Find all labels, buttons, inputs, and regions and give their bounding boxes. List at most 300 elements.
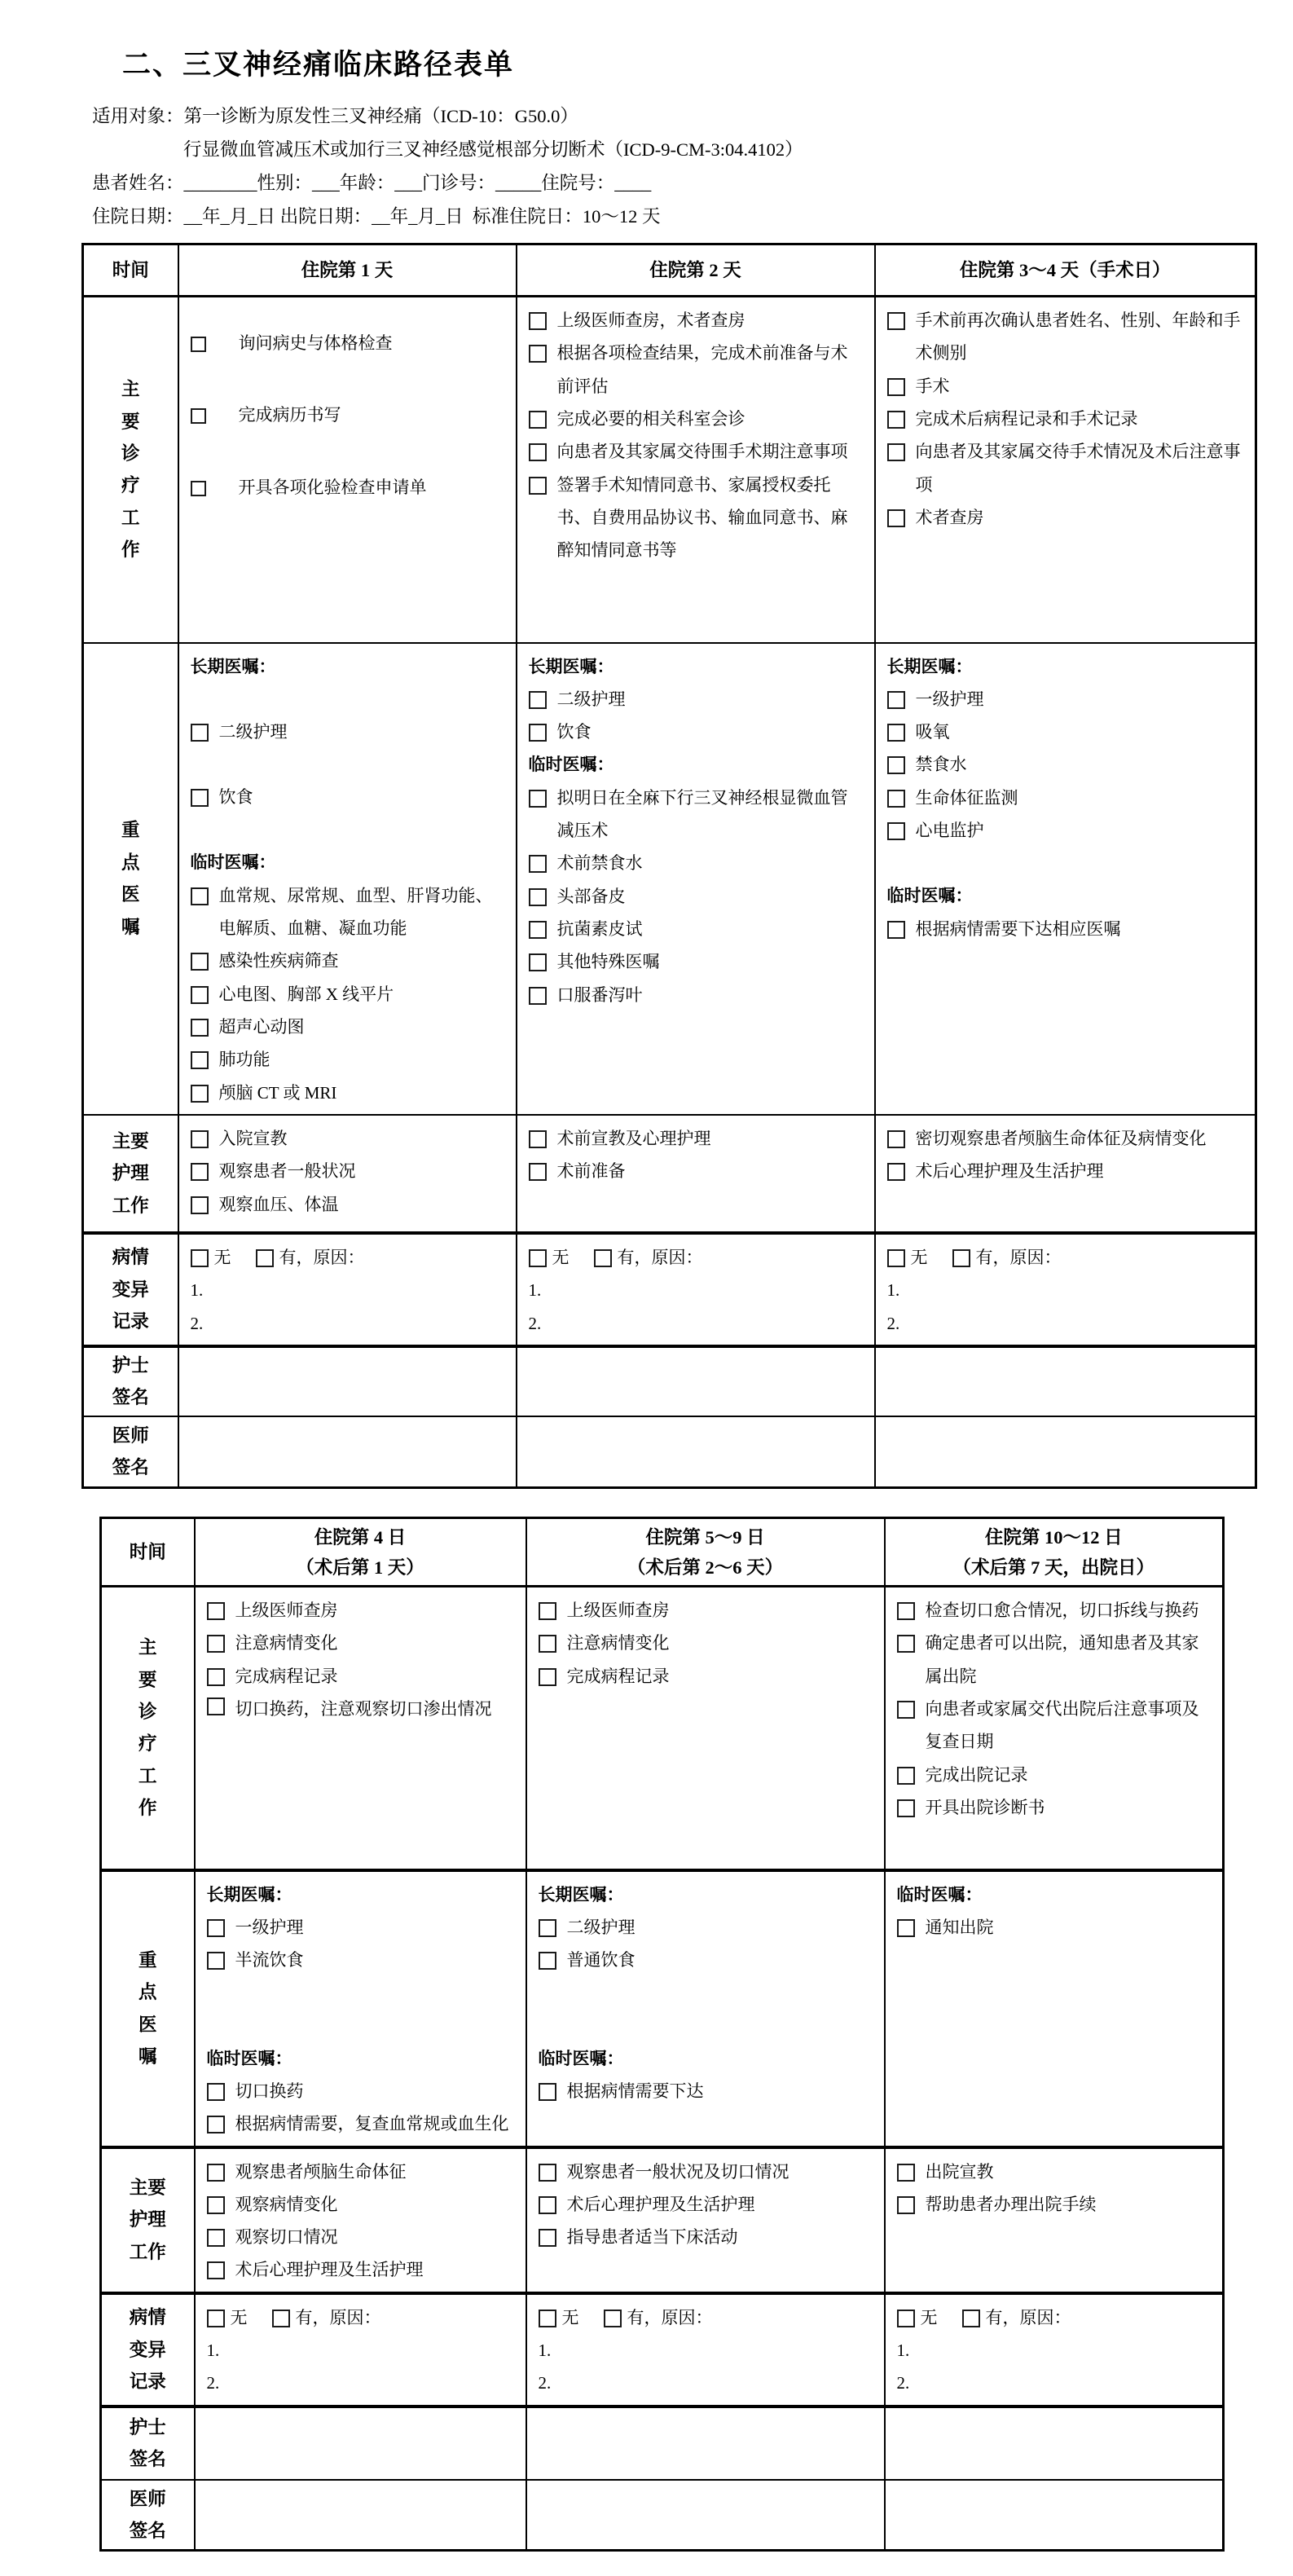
item-text: 有，原因：	[627, 2307, 713, 2327]
item-text: 饮食	[218, 787, 253, 808]
checkbox-icon[interactable]	[897, 1635, 915, 1653]
checklist-item	[191, 1011, 506, 1043]
checkbox-icon[interactable]	[897, 2164, 915, 2182]
checkbox-icon[interactable]	[539, 1668, 556, 1686]
item-text: 注意病情变化	[566, 1633, 670, 1653]
item-text: 观察患者颅脑生命体征	[235, 2161, 407, 2182]
checkbox-icon[interactable]	[207, 1952, 225, 1970]
patient-info-line: 患者姓名：________性别：___年龄：___门诊号：_____住院号：____	[92, 173, 652, 193]
checklist-item	[191, 1188, 506, 1221]
item-text: 根据病情需要下达	[566, 2081, 704, 2101]
checklist-item	[539, 2188, 874, 2221]
variation-option	[594, 1241, 703, 1274]
order-heading: 长期医嘱：	[528, 656, 614, 676]
checklist-item	[529, 304, 864, 337]
checklist-item	[887, 403, 1246, 435]
order-heading: 临时医嘱：	[886, 886, 973, 906]
time-header: 时间	[101, 1518, 195, 1587]
day-cell	[517, 297, 875, 643]
checkbox-icon[interactable]	[887, 1249, 905, 1267]
spacer	[887, 847, 1246, 879]
checklist-item	[191, 471, 506, 504]
item-text: 术后心理护理及生活护理	[915, 1161, 1104, 1182]
day-cell	[875, 1115, 1256, 1233]
day-cell	[885, 1870, 1224, 2147]
checklist-item	[207, 1627, 516, 1659]
item-text: 向患者及其家属交待手术情况及术后注意事项	[915, 442, 1241, 495]
checkbox-icon[interactable]	[539, 1919, 556, 1937]
row-label: 医师 签名	[101, 2480, 195, 2551]
item-text: 无	[230, 2307, 248, 2327]
item-text: 完成出院记录	[925, 1764, 1028, 1785]
checkbox-icon[interactable]	[887, 756, 905, 774]
checkbox-icon[interactable]	[191, 724, 209, 742]
item-text: 头部备皮	[556, 886, 626, 906]
checkbox-icon[interactable]	[887, 312, 905, 330]
item-text: 密切观察患者颅脑生命体征及病情变化	[915, 1128, 1207, 1148]
item-text: 术后心理护理及生活护理	[566, 2194, 755, 2214]
checkbox-icon[interactable]	[962, 2310, 980, 2327]
checklist-item	[207, 2188, 516, 2221]
item-text: 口服番泻叶	[556, 984, 643, 1005]
variation-option	[952, 1241, 1062, 1274]
item-text: 通知出院	[925, 1917, 994, 1937]
checklist-item	[897, 1911, 1213, 1944]
checkbox-icon[interactable]	[191, 789, 209, 807]
checkbox-icon[interactable]	[207, 1698, 225, 1715]
variation-options	[191, 1241, 506, 1274]
item-text: 超声心动图	[218, 1017, 305, 1037]
item-text: 注意病情变化	[235, 1633, 338, 1653]
checkbox-icon[interactable]	[191, 1085, 209, 1103]
item-text: 普通饮食	[566, 1950, 636, 1971]
checklist-item	[529, 913, 864, 945]
checklist-item	[207, 1660, 516, 1693]
checkbox-icon[interactable]	[207, 2229, 225, 2247]
checklist-item	[529, 403, 864, 435]
item-text: 完成病程记录	[235, 1666, 338, 1686]
item-text: 帮助患者办理出院手续	[925, 2194, 1097, 2214]
variation-options	[887, 1241, 1246, 1274]
order-heading: 长期医嘱：	[206, 1884, 292, 1904]
checkbox-icon[interactable]	[952, 1249, 970, 1267]
checkbox-icon[interactable]	[207, 1668, 225, 1686]
checkbox-icon[interactable]	[529, 790, 547, 808]
item-text: 完成病程记录	[566, 1666, 670, 1686]
checkbox-icon[interactable]	[207, 1602, 225, 1620]
checkbox-icon[interactable]	[191, 1051, 209, 1069]
checkbox-icon[interactable]	[539, 1952, 556, 1970]
signature-cell[interactable]	[885, 2480, 1224, 2551]
checkbox-icon[interactable]	[887, 1130, 905, 1148]
checkbox-icon[interactable]	[887, 822, 905, 840]
checkbox-icon[interactable]	[529, 987, 547, 1005]
item-text: 有，原因：	[985, 2307, 1071, 2327]
day-cell	[875, 297, 1256, 643]
day-cell	[526, 1587, 885, 1870]
day-cell	[875, 1233, 1256, 1346]
checkbox-icon[interactable]	[207, 1635, 225, 1653]
checkbox-icon[interactable]	[594, 1249, 612, 1267]
checkbox-icon[interactable]	[207, 2261, 225, 2279]
day-cell	[526, 2293, 885, 2406]
checklist-item	[897, 2155, 1213, 2188]
item-text: 有，原因：	[617, 1247, 703, 1267]
item-text: 吸氧	[915, 722, 950, 742]
document-header	[92, 99, 1293, 233]
checkbox-icon[interactable]	[529, 888, 547, 906]
checklist-item	[529, 435, 864, 468]
variation-options	[897, 2301, 1213, 2334]
day-cell	[195, 1870, 526, 2147]
signature-cell[interactable]	[885, 2406, 1224, 2480]
item-text: 上级医师查房	[566, 1601, 670, 1621]
checklist-item	[207, 2107, 516, 2140]
checkbox-icon[interactable]	[191, 408, 206, 424]
numbered-line: 1.	[190, 1280, 204, 1301]
checklist-item	[529, 782, 864, 848]
variation-option	[191, 1241, 231, 1274]
checkbox-icon[interactable]	[887, 1163, 905, 1181]
checklist-item	[887, 716, 1246, 748]
checkbox-icon[interactable]	[897, 1602, 915, 1620]
checkbox-icon[interactable]	[887, 378, 905, 396]
checklist-item	[207, 2253, 516, 2286]
item-text: 手术前再次确认患者姓名、性别、年龄和手术侧别	[915, 310, 1241, 363]
checklist-item	[887, 1155, 1246, 1187]
numbered-line: 1.	[896, 2340, 910, 2361]
day-header: 住院第 5～9 日 （术后第 2～6 天）	[526, 1518, 885, 1587]
checklist-item	[529, 1155, 864, 1187]
checkbox-icon[interactable]	[539, 2083, 556, 2101]
checkbox-icon[interactable]	[207, 1919, 225, 1937]
checkbox-icon[interactable]	[529, 1163, 547, 1181]
spacer	[191, 683, 506, 716]
checkbox-icon[interactable]	[539, 2196, 556, 2214]
checkbox-icon[interactable]	[529, 724, 547, 742]
checkbox-icon[interactable]	[191, 986, 209, 1004]
variation-option	[962, 2301, 1071, 2334]
checklist-item	[529, 683, 864, 716]
order-heading: 临时医嘱：	[190, 852, 276, 873]
checkbox-icon[interactable]	[191, 481, 206, 496]
checkbox-icon[interactable]	[529, 1249, 547, 1267]
checkbox-icon[interactable]	[539, 1635, 556, 1653]
item-text: 观察患者一般状况	[218, 1161, 356, 1182]
order-heading: 临时医嘱：	[896, 1884, 983, 1904]
numbered-line: 2.	[190, 1313, 204, 1333]
checkbox-icon[interactable]	[529, 477, 547, 495]
checkbox-icon[interactable]	[539, 2164, 556, 2182]
spacer	[191, 748, 506, 781]
checklist-item	[887, 304, 1246, 370]
item-text: 切口换药	[235, 2081, 304, 2101]
signature-cell[interactable]	[195, 2480, 526, 2551]
item-text: 有，原因：	[279, 1247, 365, 1267]
checklist-item	[191, 327, 506, 359]
item-text: 向患者或家属交代出院后注意事项及复查日期	[925, 1699, 1199, 1752]
checkbox-icon[interactable]	[897, 1767, 915, 1785]
item-text: 开具出院诊断书	[925, 1798, 1045, 1817]
checklist-item	[887, 501, 1246, 534]
checkbox-icon[interactable]	[529, 691, 547, 709]
checkbox-icon[interactable]	[539, 2229, 556, 2247]
day-cell	[195, 2293, 526, 2406]
item-text: 有，原因：	[975, 1247, 1062, 1267]
checkbox-icon[interactable]	[887, 691, 905, 709]
checkbox-icon[interactable]	[207, 2196, 225, 2214]
item-text: 观察病情变化	[235, 2194, 338, 2214]
item-text: 生命体征监测	[915, 787, 1018, 808]
checklist-item	[529, 1122, 864, 1155]
checkbox-icon[interactable]	[529, 953, 547, 971]
spacer	[207, 2010, 516, 2042]
order-heading: 长期医嘱：	[886, 656, 973, 676]
checkbox-icon[interactable]	[529, 345, 547, 363]
checklist-item	[191, 1077, 506, 1109]
item-text: 一级护理	[915, 689, 984, 709]
checklist-item	[887, 435, 1246, 501]
checkbox-icon[interactable]	[529, 411, 547, 429]
checkbox-icon[interactable]	[887, 921, 905, 939]
checklist-item	[539, 1944, 874, 1976]
numbered-line: 2.	[896, 2373, 910, 2393]
day-cell	[517, 1115, 875, 1233]
hospital-date-line: 住院日期：__年_月_日 出院日期：__年_月_日 标准住院日：10～12 天	[92, 206, 661, 227]
variation-options	[529, 1241, 864, 1274]
checkbox-icon[interactable]	[191, 887, 209, 905]
row-label: 护士 签名	[101, 2406, 195, 2480]
variation-options	[207, 2301, 516, 2334]
signature-cell[interactable]	[195, 2406, 526, 2480]
checkbox-icon[interactable]	[539, 2310, 556, 2327]
item-text: 禁食水	[915, 755, 967, 775]
checkbox-icon[interactable]	[604, 2310, 622, 2327]
checklist-item	[529, 979, 864, 1011]
checkbox-icon[interactable]	[191, 1196, 209, 1214]
checklist-item	[897, 2188, 1213, 2221]
item-text: 开具各项化验检查申请单	[238, 477, 427, 497]
checkbox-icon[interactable]	[191, 1249, 209, 1267]
signature-cell[interactable]	[526, 2480, 885, 2551]
item-text: 检查切口愈合情况，切口拆线与换药	[925, 1601, 1199, 1621]
day-cell	[178, 1115, 517, 1233]
checkbox-icon[interactable]	[272, 2310, 290, 2327]
item-text: 完成术后病程记录和手术记录	[915, 408, 1138, 429]
checkbox-icon[interactable]	[207, 2116, 225, 2133]
item-text: 二级护理	[556, 689, 626, 709]
day-cell	[875, 643, 1256, 1115]
numbered-line: 1.	[206, 2340, 220, 2361]
numbered-line: 1.	[886, 1280, 900, 1301]
signature-cell[interactable]	[178, 1346, 517, 1416]
checkbox-icon[interactable]	[191, 1130, 209, 1148]
day-cell	[178, 297, 517, 643]
checkbox-icon[interactable]	[529, 312, 547, 330]
variation-option	[539, 2301, 579, 2334]
item-text: 肺功能	[218, 1050, 270, 1070]
checkbox-icon[interactable]	[897, 2196, 915, 2214]
item-text: 术前禁食水	[556, 853, 643, 874]
checklist-item	[897, 1693, 1213, 1759]
item-text: 一级护理	[235, 1917, 304, 1937]
checkbox-icon[interactable]	[191, 953, 209, 971]
variation-option	[272, 2301, 381, 2334]
checklist-item	[887, 913, 1246, 945]
signature-cell[interactable]	[526, 2406, 885, 2480]
checkbox-icon[interactable]	[191, 337, 206, 352]
checklist-item	[207, 1944, 516, 1976]
item-text: 术前准备	[556, 1161, 626, 1182]
checklist-item	[207, 1594, 516, 1627]
checklist-item	[207, 2075, 516, 2107]
variation-option	[207, 2301, 248, 2334]
item-text: 上级医师查房	[235, 1601, 338, 1621]
day-header: 住院第 2 天	[517, 244, 875, 297]
checklist-item	[191, 399, 506, 431]
checkbox-icon[interactable]	[897, 1919, 915, 1937]
item-text: 签署手术知情同意书、家属授权委托书、自费用品协议书、输血同意书、麻醉知情同意书等	[556, 474, 848, 561]
checklist-item	[539, 1594, 874, 1627]
checkbox-icon[interactable]	[207, 2310, 225, 2327]
item-text: 饮食	[556, 722, 592, 742]
item-text: 根据病情需要下达相应医嘱	[915, 918, 1121, 939]
variation-option	[604, 2301, 713, 2334]
checklist-item	[191, 879, 506, 945]
item-text: 其他特殊医嘱	[556, 952, 660, 972]
item-text: 根据病情需要，复查血常规或血生化	[235, 2114, 509, 2134]
procedure-line: 行显微血管减压术或加行三叉神经感觉根部分切断术（ICD-9-CM-3:04.4102）	[183, 139, 803, 160]
signature-cell[interactable]	[178, 1416, 517, 1488]
item-text: 出院宣教	[925, 2161, 994, 2182]
day-cell	[526, 2147, 885, 2293]
checkbox-icon[interactable]	[887, 724, 905, 742]
item-text: 颅脑 CT 或 MRI	[218, 1082, 337, 1103]
checkbox-icon[interactable]	[887, 443, 905, 461]
item-text: 观察切口情况	[235, 2227, 338, 2248]
checkbox-icon[interactable]	[539, 1602, 556, 1620]
item-text: 询问病史与体格检查	[238, 333, 393, 353]
item-text: 入院宣教	[218, 1128, 288, 1148]
signature-cell[interactable]	[875, 1346, 1256, 1416]
signature-cell[interactable]	[517, 1346, 875, 1416]
day-cell	[885, 2147, 1224, 2293]
checklist-item	[207, 2221, 516, 2253]
time-header: 时间	[83, 244, 178, 297]
checklist-item	[887, 370, 1246, 403]
signature-cell[interactable]	[875, 1416, 1256, 1488]
day-cell	[885, 1587, 1224, 1870]
checkbox-icon[interactable]	[256, 1249, 274, 1267]
item-text: 无	[910, 1247, 928, 1267]
item-text: 确定患者可以出院，通知患者及其家属出院	[925, 1633, 1199, 1686]
item-text: 根据各项检查结果，完成术前准备与术前评估	[556, 343, 848, 396]
checkbox-icon[interactable]	[897, 1799, 915, 1817]
checkbox-icon[interactable]	[897, 1701, 915, 1719]
checklist-item	[529, 945, 864, 978]
checkbox-icon[interactable]	[529, 855, 547, 873]
day-cell	[195, 2147, 526, 2293]
checklist-item	[529, 880, 864, 913]
checkbox-icon[interactable]	[207, 2083, 225, 2101]
checklist-item	[191, 1043, 506, 1076]
day-header: 住院第 4 日 （术后第 1 天）	[195, 1518, 526, 1587]
item-text: 向患者及其家属交待围手术期注意事项	[556, 442, 848, 462]
numbered-line: 2.	[528, 1313, 542, 1333]
page-title: 二、三叉神经痛临床路径表单	[122, 49, 515, 81]
checklist-item	[207, 1911, 516, 1944]
checklist-item	[191, 1155, 506, 1187]
checkbox-icon[interactable]	[887, 411, 905, 429]
checklist-item	[539, 2075, 874, 2107]
checkbox-icon[interactable]	[887, 790, 905, 808]
row-label: 医师 签名	[83, 1416, 178, 1488]
item-text: 拟明日在全麻下行三叉神经根显微血管减压术	[556, 787, 848, 841]
checklist-item	[897, 1759, 1213, 1791]
item-text: 抗菌素皮试	[556, 919, 643, 939]
checkbox-icon[interactable]	[207, 2164, 225, 2182]
checklist-item	[897, 1791, 1213, 1824]
item-text: 上级医师查房，术者查房	[556, 310, 745, 330]
checklist-item	[539, 1911, 874, 1944]
spacer	[539, 2010, 874, 2042]
checklist-item	[539, 2221, 874, 2253]
spacer	[539, 1977, 874, 2010]
day-cell	[885, 2293, 1224, 2406]
checklist-item	[529, 469, 864, 567]
applicable-text: 第一诊断为原发性三叉神经痛（ICD-10：G50.0）	[183, 106, 578, 126]
item-text: 无	[552, 1247, 570, 1267]
day-cell	[526, 1870, 885, 2147]
checkbox-icon[interactable]	[887, 509, 905, 527]
signature-cell[interactable]	[517, 1416, 875, 1488]
checklist-item	[529, 337, 864, 403]
day-header: 住院第 1 天	[178, 244, 517, 297]
checklist-item	[191, 1122, 506, 1155]
item-text: 完成必要的相关科室会诊	[556, 408, 745, 429]
item-text: 无	[213, 1247, 231, 1267]
order-heading: 临时医嘱：	[528, 755, 614, 775]
item-text: 心电图、胸部 X 线平片	[218, 984, 394, 1004]
day-cell	[178, 643, 517, 1115]
checklist-item	[191, 945, 506, 977]
checkbox-icon[interactable]	[191, 1019, 209, 1037]
variation-option	[887, 1241, 928, 1274]
numbered-line: 1.	[538, 2340, 552, 2361]
item-text: 观察血压、体温	[218, 1194, 339, 1214]
item-text: 完成病历书写	[238, 405, 341, 425]
checklist-item	[539, 1627, 874, 1659]
order-heading: 长期医嘱：	[538, 1884, 624, 1904]
checkbox-icon[interactable]	[191, 1163, 209, 1181]
checkbox-icon[interactable]	[529, 921, 547, 939]
row-label: 主要 护理 工作	[101, 2147, 195, 2293]
clinical-pathway-table-1	[81, 243, 1257, 1489]
checkbox-icon[interactable]	[529, 1130, 547, 1148]
item-text: 观察患者一般状况及切口情况	[566, 2161, 789, 2182]
checkbox-icon[interactable]	[529, 443, 547, 461]
numbered-line: 2.	[206, 2373, 220, 2393]
item-text: 无	[920, 2307, 938, 2327]
item-text: 二级护理	[566, 1917, 636, 1937]
checkbox-icon[interactable]	[897, 2310, 915, 2327]
numbered-line: 2.	[886, 1313, 900, 1333]
item-text: 手术	[915, 376, 950, 396]
applicable-line	[92, 99, 1293, 133]
order-heading: 长期医嘱：	[190, 656, 276, 676]
day-cell	[517, 1233, 875, 1346]
row-label: 病情 变异 记录	[83, 1233, 178, 1346]
